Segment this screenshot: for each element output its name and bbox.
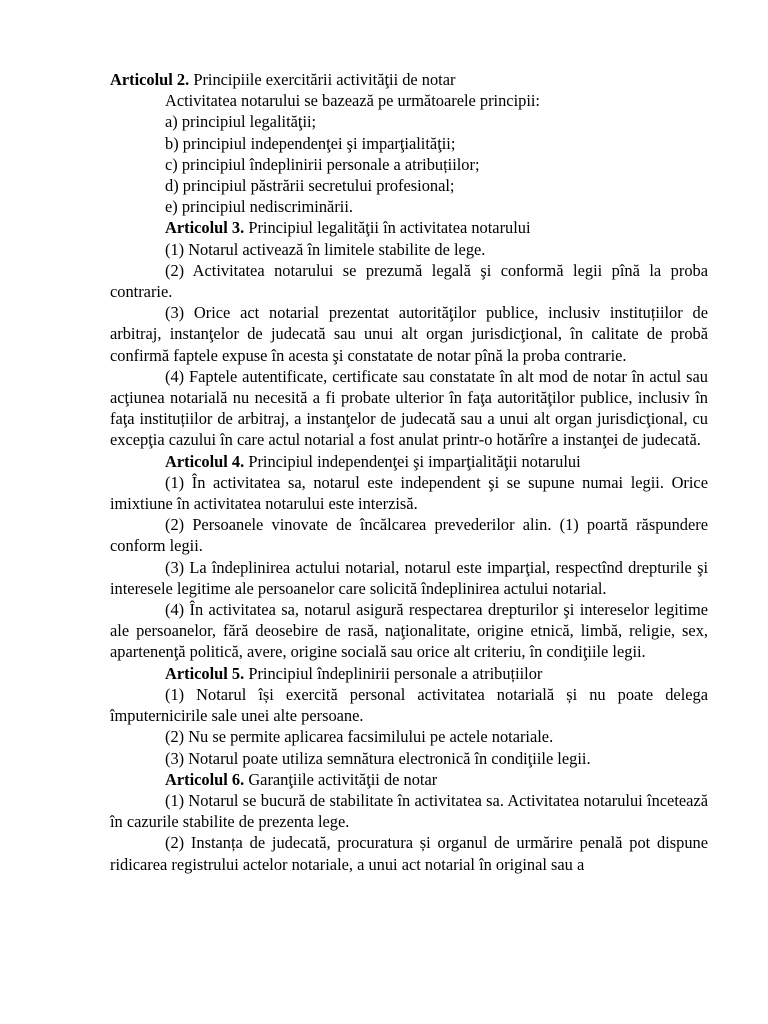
article-title: Garanţiile activităţii de notar — [248, 769, 438, 789]
article-2-heading — [110, 69, 708, 90]
article-label: Articolul 3. — [165, 218, 245, 238]
paragraph: (2) Nu se permite aplicarea facsimilului pe actele notariale. — [165, 727, 554, 747]
paragraph: (4) Faptele autentificate, certificate sau constatate în alt mod de notar în actul sau acţiunea notarială nu necesită a fi probate ulterior în faţa autorităţilor publice, inclusiv în faţa instituțiilor de arbitraj, a instanţelor de judecată sau a unui alt organ jurisdicţional, cu excepţia cazului în care actul notarial a fost anulat printr-o hotărîre a instanţei de judecată. — [110, 366, 708, 450]
article-3-heading — [110, 217, 708, 238]
list-item: b) principiul independenţei şi imparţialităţii; — [165, 133, 456, 153]
article-title: Principiul independenţei şi imparţialităţii notarului — [248, 451, 581, 471]
list-item: e) principiul nediscriminării. — [165, 197, 353, 217]
paragraph: (3) Notarul poate utiliza semnătura electronică în condiţiile legii. — [165, 748, 591, 768]
paragraph: (1) Notarul activează în limitele stabilite de lege. — [165, 239, 486, 259]
paragraph: (1) În activitatea sa, notarul este independent şi se supune numai legii. Orice imixtiune în activitatea notarului este interzisă. — [110, 472, 708, 514]
paragraph: (4) În activitatea sa, notarul asigură respectarea drepturilor şi intereselor legitime ale persoanelor, fără deosebire de rasă, naţionalitate, origine etnică, limbă, religie, sex, apartenenţă politică, avere, origine socială sau orice alt criteriu, în condiţiile legii. — [110, 600, 708, 662]
article-label: Articolul 6. — [165, 769, 245, 789]
paragraph: (1) Notarul își exercită personal activitatea notarială și nu poate delega împuternicirile sale unei alte persoane. — [110, 684, 708, 726]
article-6-heading — [110, 769, 708, 790]
paragraph: (1) Notarul se bucură de stabilitate în activitatea sa. Activitatea notarului încetează în cazurile stabilite de prezenta lege. — [110, 790, 708, 832]
article-label: Articolul 4. — [165, 451, 245, 471]
list-item: c) principiul îndeplinirii personale a atribuțiilor; — [165, 154, 480, 174]
paragraph: (3) La îndeplinirea actului notarial, notarul este imparţial, respectînd drepturile şi interesele legitime ale persoanelor care solicită îndeplinirea actului notarial. — [110, 557, 708, 598]
paragraph: (2) Persoanele vinovate de încălcarea prevederilor alin. (1) poartă răspundere conform legii. — [110, 515, 708, 556]
article-4-heading — [110, 451, 708, 472]
list-item: d) principiul păstrării secretului profesional; — [165, 176, 455, 196]
article-title: Principiul îndeplinirii personale a atribuțiilor — [248, 663, 543, 683]
article-label: Articolul 5. — [165, 663, 245, 683]
article-title: Principiul legalităţii în activitatea notarului — [248, 218, 531, 238]
paragraph: (2) Instanța de judecată, procuratura și organul de urmărire penală pot dispune ridicarea registrului actelor notariale, a unui act notarial în original sau a — [110, 833, 708, 874]
paragraph: (3) Orice act notarial prezentat autorităţilor publice, inclusiv instituțiilor de arbitraj, instanţelor de judecată sau unui alt organ jurisdicţional, în calitate de probă confirmă faptele expuse în acesta şi constatate de notar pînă la proba contrarie. — [110, 303, 708, 365]
article-5-heading — [110, 663, 708, 684]
list-item: a) principiul legalităţii; — [165, 112, 317, 132]
article-title: Principiile exercitării activităţii de notar — [193, 70, 456, 89]
paragraph: (2) Activitatea notarului se prezumă legală şi conformă legii pînă la proba contrarie. — [110, 260, 708, 302]
article-2-intro: Activitatea notarului se bazează pe următoarele principii: — [165, 91, 540, 111]
article-label: Articolul 2. — [110, 70, 190, 89]
